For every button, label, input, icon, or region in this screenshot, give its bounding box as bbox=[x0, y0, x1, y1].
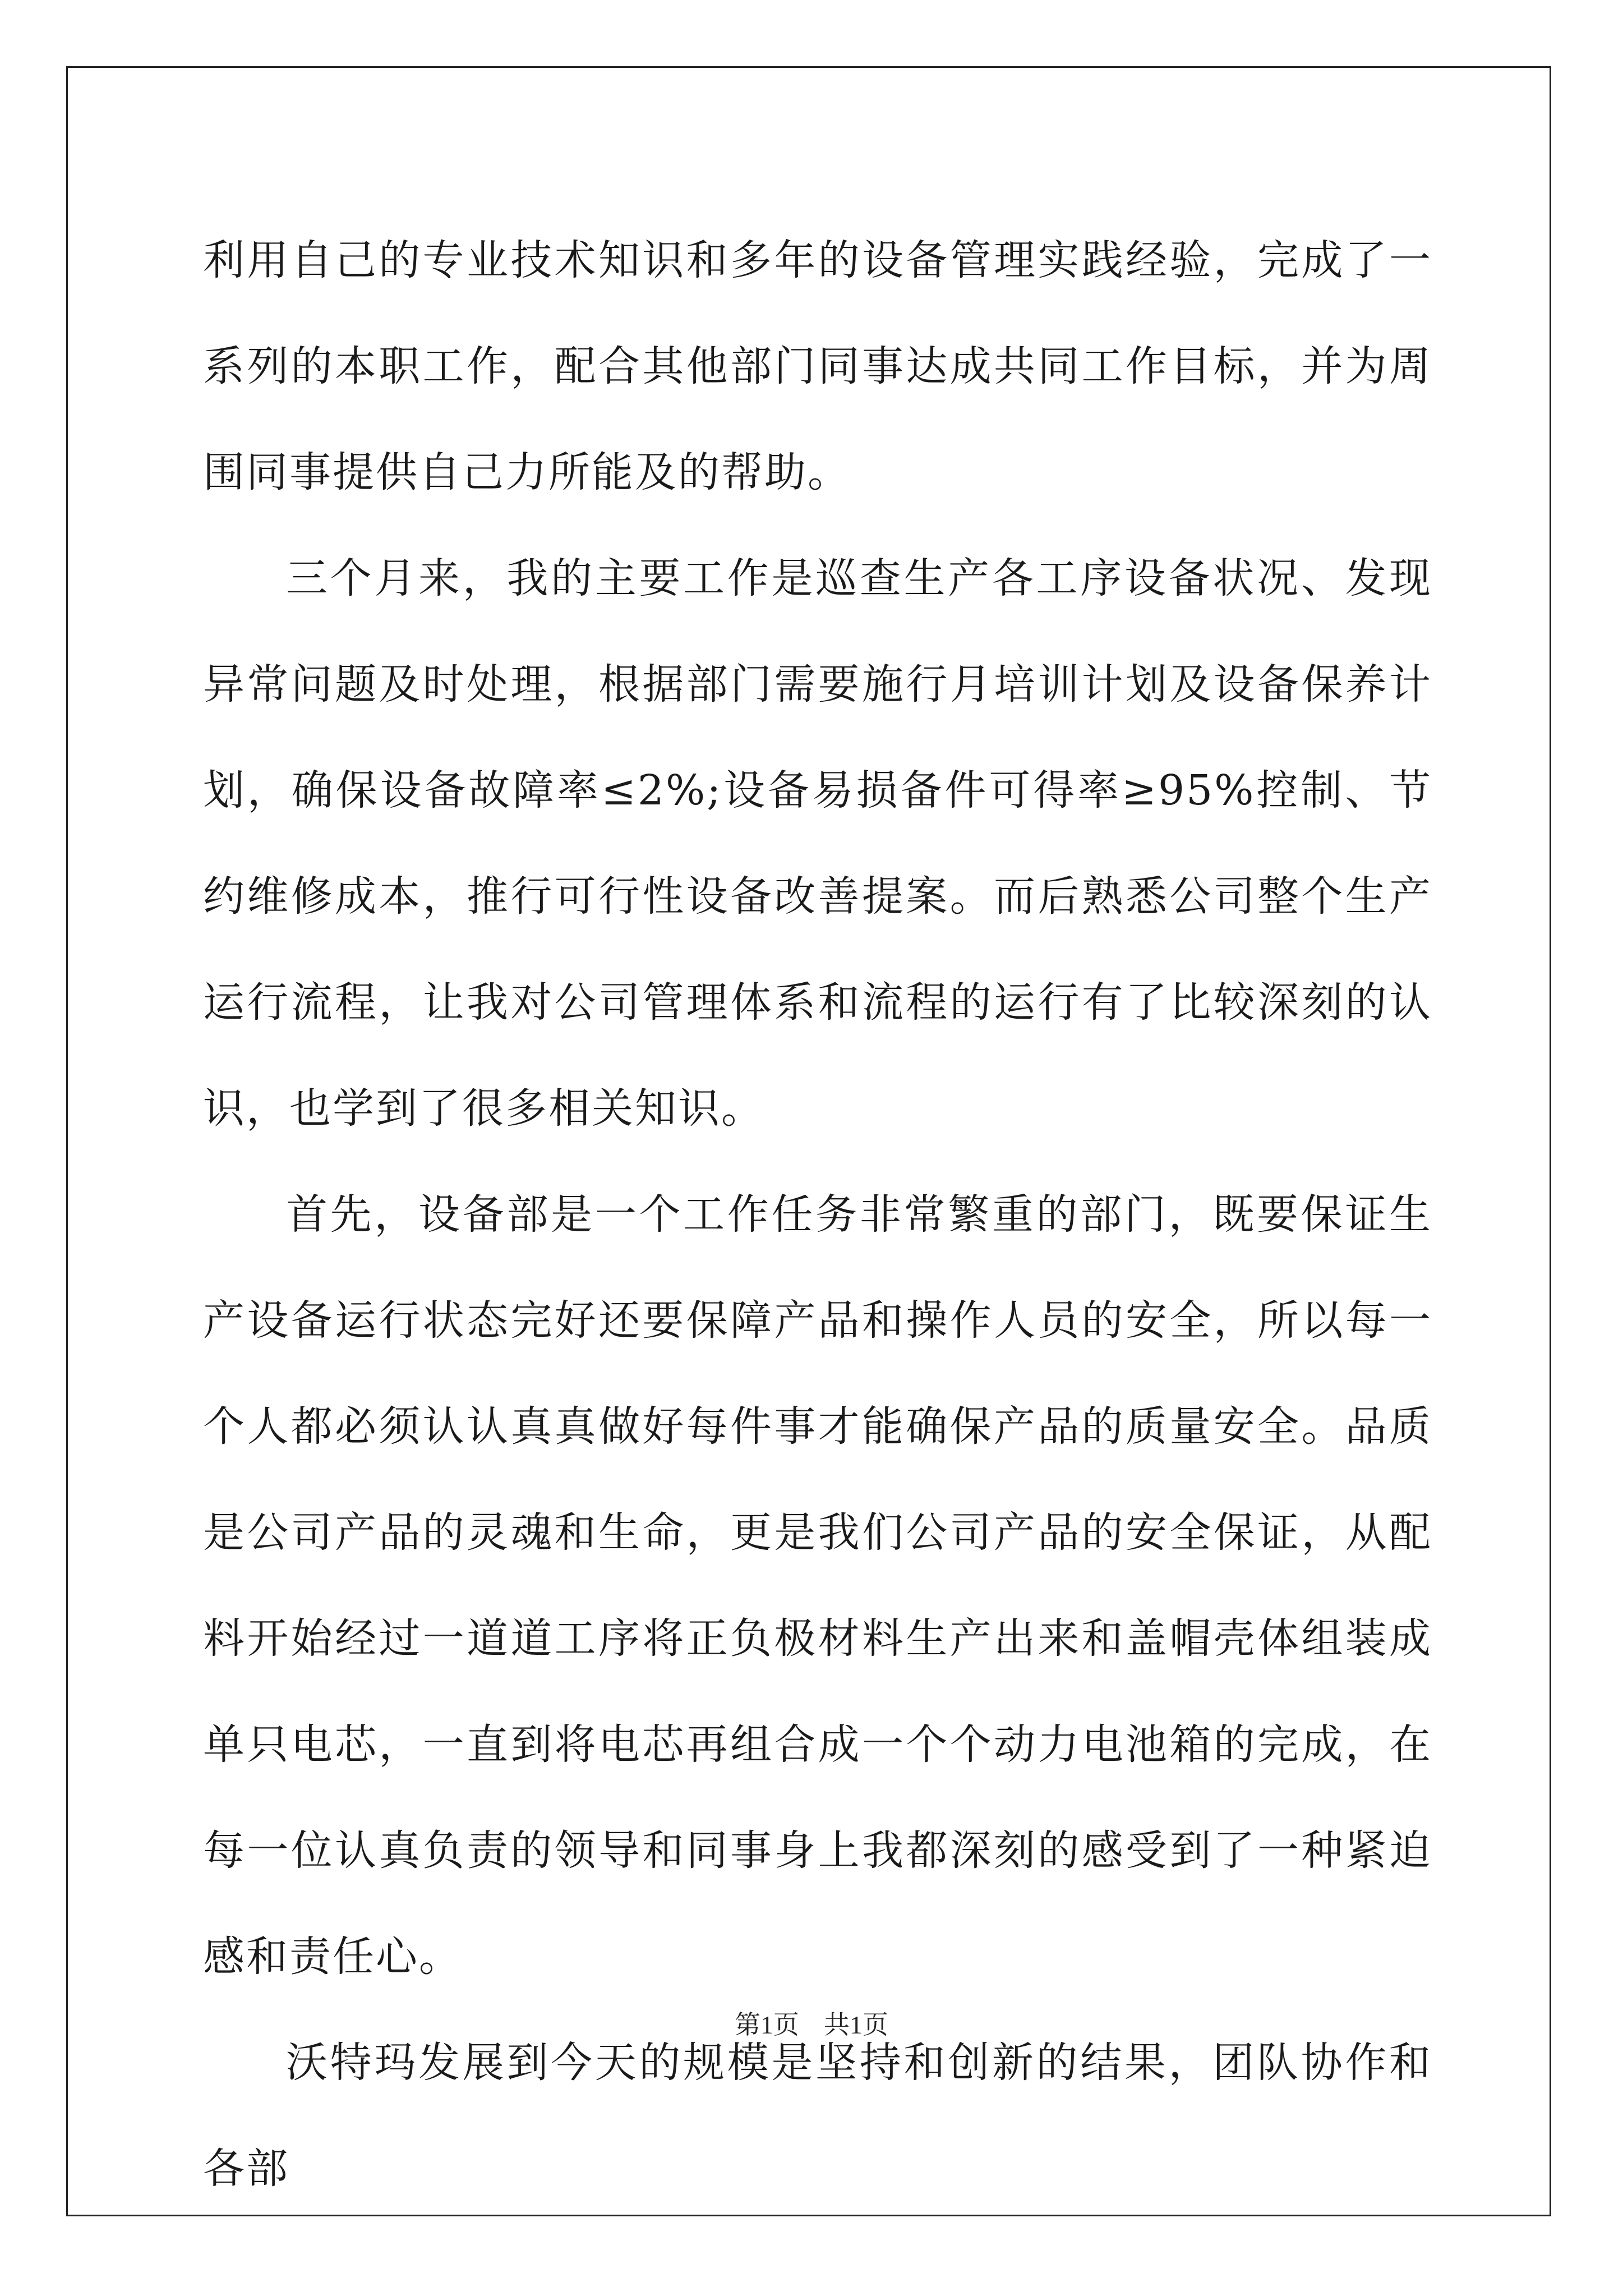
paragraph-3: 首先，设备部是一个工作任务非常繁重的部门，既要保证生产设备运行状态完好还要保障产品和操作人员的安全，所以每一个人都必须认认真真做好每件事才能确保产品的质量安全。品质是公司产品的灵魂和生命，更是我们公司产品的安全保证，从配料开始经过一道道工序将正负极材料生产出来和盖帽壳体组装成单只电芯，一直到将电芯再组合成一个个动力电池箱的完成，在每一位认真负责的领导和同事身上我都深刻的感受到了一种紧迫感和责任心。 bbox=[203, 1190, 1432, 1981]
paragraph-4: 沃特玛发展到今天的规模是坚持和创新的结果，团队协作和各部 bbox=[203, 2039, 1432, 2193]
page-footer bbox=[0, 2008, 1623, 2042]
page-number: 第1页 bbox=[735, 2010, 799, 2039]
page-total: 共1页 bbox=[824, 2010, 888, 2039]
paragraph-2: 三个月来，我的主要工作是巡查生产各工序设备状况、发现异常问题及时处理，根据部门需要施行月培训计划及设备保养计划，确保设备故障率≤2%;设备易损备件可得率≥95%控制、节约维修成本，推行可行性设备改善提案。而后熟悉公司整个生产运行流程，让我对公司管理体系和流程的运行有了比较深刻的认识，也学到了很多相关知识。 bbox=[203, 554, 1432, 1133]
document-body bbox=[203, 208, 1432, 2222]
paragraph-1: 利用自己的专业技术知识和多年的设备管理实践经验，完成了一系列的本职工作，配合其他部门同事达成共同工作目标，并为周围同事提供自己力所能及的帮助。 bbox=[203, 236, 1432, 496]
